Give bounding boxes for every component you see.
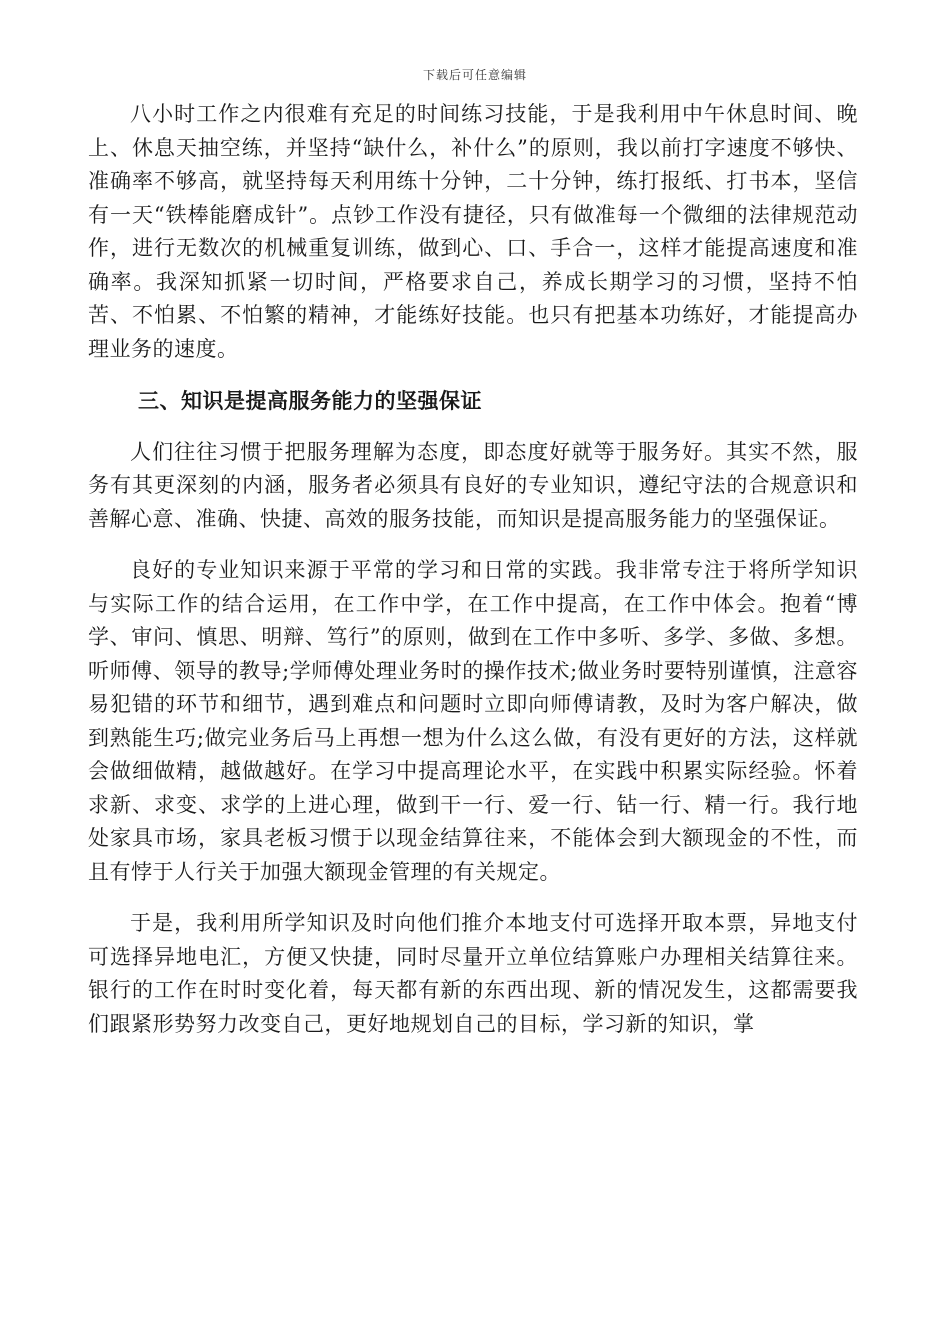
section-heading: 三、知识是提高服务能力的坚强保证	[138, 388, 482, 413]
paragraph-professional-knowledge: 良好的专业知识来源于平常的学习和日常的实践。我非常专注于将所学知识与实际工作的结合运用，在工作中学，在工作中提高，在工作中体会。抱着“博学、审问、慎思、明辩、笃行”的原则，做到在工作中多听、多学、多做、多想。听师傅、领导的教导;学师傅处理业务时的操作技术;做业务时要特别谨慎，注意容易犯错的环节和细节，遇到难点和问题时立即向师傅请教，及时为客户解决，做到熟能生巧;做完业务后马上再想一想为什么这么做，有没有更好的方法，这样就会做细做精，越做越好。在学习中提高理论水平，在实践中积累实际经验。怀着求新、求变、求学的上进心理，做到干一行、爱一行、钻一行、精一行。我行地处家具市场，家具老板习惯于以现金结算往来，不能体会到大额现金的不性，而且有悖于人行关于加强大额现金管理的有关规定。	[88, 558, 858, 884]
page-header: 下载后可任意编辑	[422, 68, 527, 82]
paragraph-skills-practice: 八小时工作之内很难有充足的时间练习技能，于是我利用中午休息时间、晚上、休息天抽空练，并坚持“缺什么，补什么”的原则，我以前打字速度不够快、准确率不够高，就坚持每天利用练十分钟，二十分钟，练打报纸、打书本，坚信有一天“铁棒能磨成针”。点钞工作没有捷径，只有做准每一个微细的法律规范动作，进行无数次的机械重复训练，做到心、口、手合一，这样才能提高速度和准确率。我深知抓紧一切时间，严格要求自己，养成长期学习的习惯，坚持不怕苦、不怕累、不怕繁的精神，才能练好技能。也只有把基本功练好，才能提高办理业务的速度。	[88, 102, 858, 361]
paragraph-gap	[88, 418, 858, 436]
paragraph-gap	[88, 366, 858, 384]
paragraph-service-attitude: 人们往往习惯于把服务理解为态度，即态度好就等于服务好。其实不然，服务有其更深刻的内涵，服务者必须具有良好的专业知识，遵纪守法的合规意识和善解心意、准确、快捷、高效的服务技能，而知识是提高服务能力的坚强保证。	[88, 439, 858, 531]
paragraph-gap	[88, 536, 858, 554]
paragraph-gap	[88, 889, 858, 907]
document-body	[88, 98, 858, 1041]
paragraph-payment-advice: 于是，我利用所学知识及时向他们推介本地支付可选择开取本票，异地支付可选择异地电汇，方便又快捷，同时尽量开立单位结算账户办理相关结算往来。银行的工作在时时变化着，每天都有新的东西出现、新的情况发生，这都需要我们跟紧形势努力改变自己，更好地规划自己的目标，学习新的知识，掌	[88, 911, 858, 1036]
